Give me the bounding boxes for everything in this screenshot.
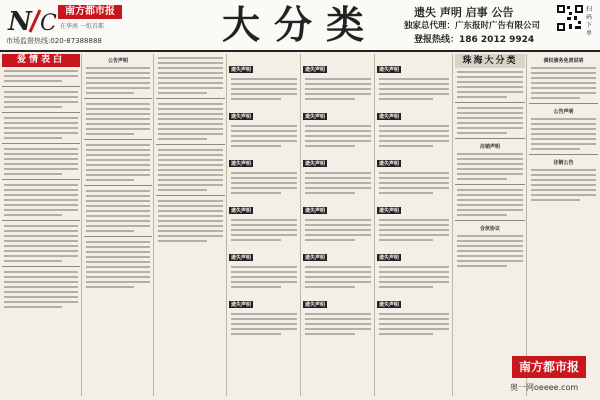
section-header-notice: 公告声明 <box>107 58 128 64</box>
ad-label: 遗失声明 <box>305 208 326 214</box>
column-8 <box>529 54 598 354</box>
ad-label: 遗失声明 <box>305 302 326 308</box>
ad-label: 遗失声明 <box>379 67 400 73</box>
ad-label: 遗失声明 <box>305 114 326 120</box>
ad-label: 遗失声明 <box>379 302 400 308</box>
ad-label: 遗失声明 <box>379 208 400 214</box>
column-5 <box>303 54 373 400</box>
ad-label: 遗失声明 <box>231 114 252 120</box>
column-1 <box>2 54 80 400</box>
svg-text:C: C <box>40 11 57 34</box>
ad-label: 遗失声明 <box>231 161 252 167</box>
ad-label: 遗失声明 <box>305 67 326 73</box>
subsection-debt-disclaimer: 债权债务免责说明 <box>543 58 584 64</box>
column-divider <box>300 54 301 396</box>
brand-slogan: 在华南 一纸首都 <box>60 23 104 30</box>
page-title: 大分类 <box>221 3 378 47</box>
ad-label: 遗失声明 <box>379 255 400 261</box>
subsection-notice: 公告声明 <box>553 109 574 115</box>
hotline: 市场监督热线:020-87388888 <box>6 37 102 45</box>
ad-label: 遗失声明 <box>231 302 252 308</box>
column-2 <box>84 54 152 400</box>
masthead <box>0 0 600 52</box>
ad-label: 遗失声明 <box>305 161 326 167</box>
column-divider <box>226 54 227 396</box>
column-4 <box>229 54 299 400</box>
svg-text:N: N <box>8 7 32 34</box>
watermark: 奥一网oeeee.com <box>510 383 579 392</box>
agency-name: 独家总代理：广东报时广告有限公司 <box>404 21 541 31</box>
qr-label: 扫码下单 <box>586 6 593 37</box>
column-6 <box>377 54 451 400</box>
section-header-zhuhai: 珠海大分类 <box>455 54 525 68</box>
footer-brand-logo: 南方都市报 <box>512 356 586 378</box>
subsection-cancellation-notice: 注销公告 <box>553 160 574 166</box>
column-divider <box>452 54 453 396</box>
subsection-cancellation: 注销声明 <box>479 144 500 150</box>
agency-phone: 登报热线：186 2012 9924 <box>414 35 535 45</box>
subsection-partnership: 合伙协议 <box>479 226 500 232</box>
ad-label: 遗失声明 <box>379 161 400 167</box>
ad-label: 遗失声明 <box>231 208 252 214</box>
section-header-love: 爱情表白 <box>2 54 80 67</box>
column-divider <box>81 54 82 396</box>
ad-label: 遗失声明 <box>305 255 326 261</box>
brand-name: 南方都市报 <box>58 5 122 19</box>
column-divider <box>153 54 154 396</box>
column-divider <box>526 54 527 396</box>
newspaper-logo-icon <box>6 6 58 34</box>
column-divider <box>374 54 375 396</box>
ad-label: 遗失声明 <box>231 255 252 261</box>
column-7 <box>455 54 525 400</box>
ad-label: 遗失声明 <box>231 67 252 73</box>
ad-label: 遗失声明 <box>379 114 400 120</box>
column-3 <box>156 54 225 400</box>
qr-code-icon[interactable] <box>556 4 584 32</box>
agency-title: 遗失 声明 启事 公告 <box>414 6 514 19</box>
